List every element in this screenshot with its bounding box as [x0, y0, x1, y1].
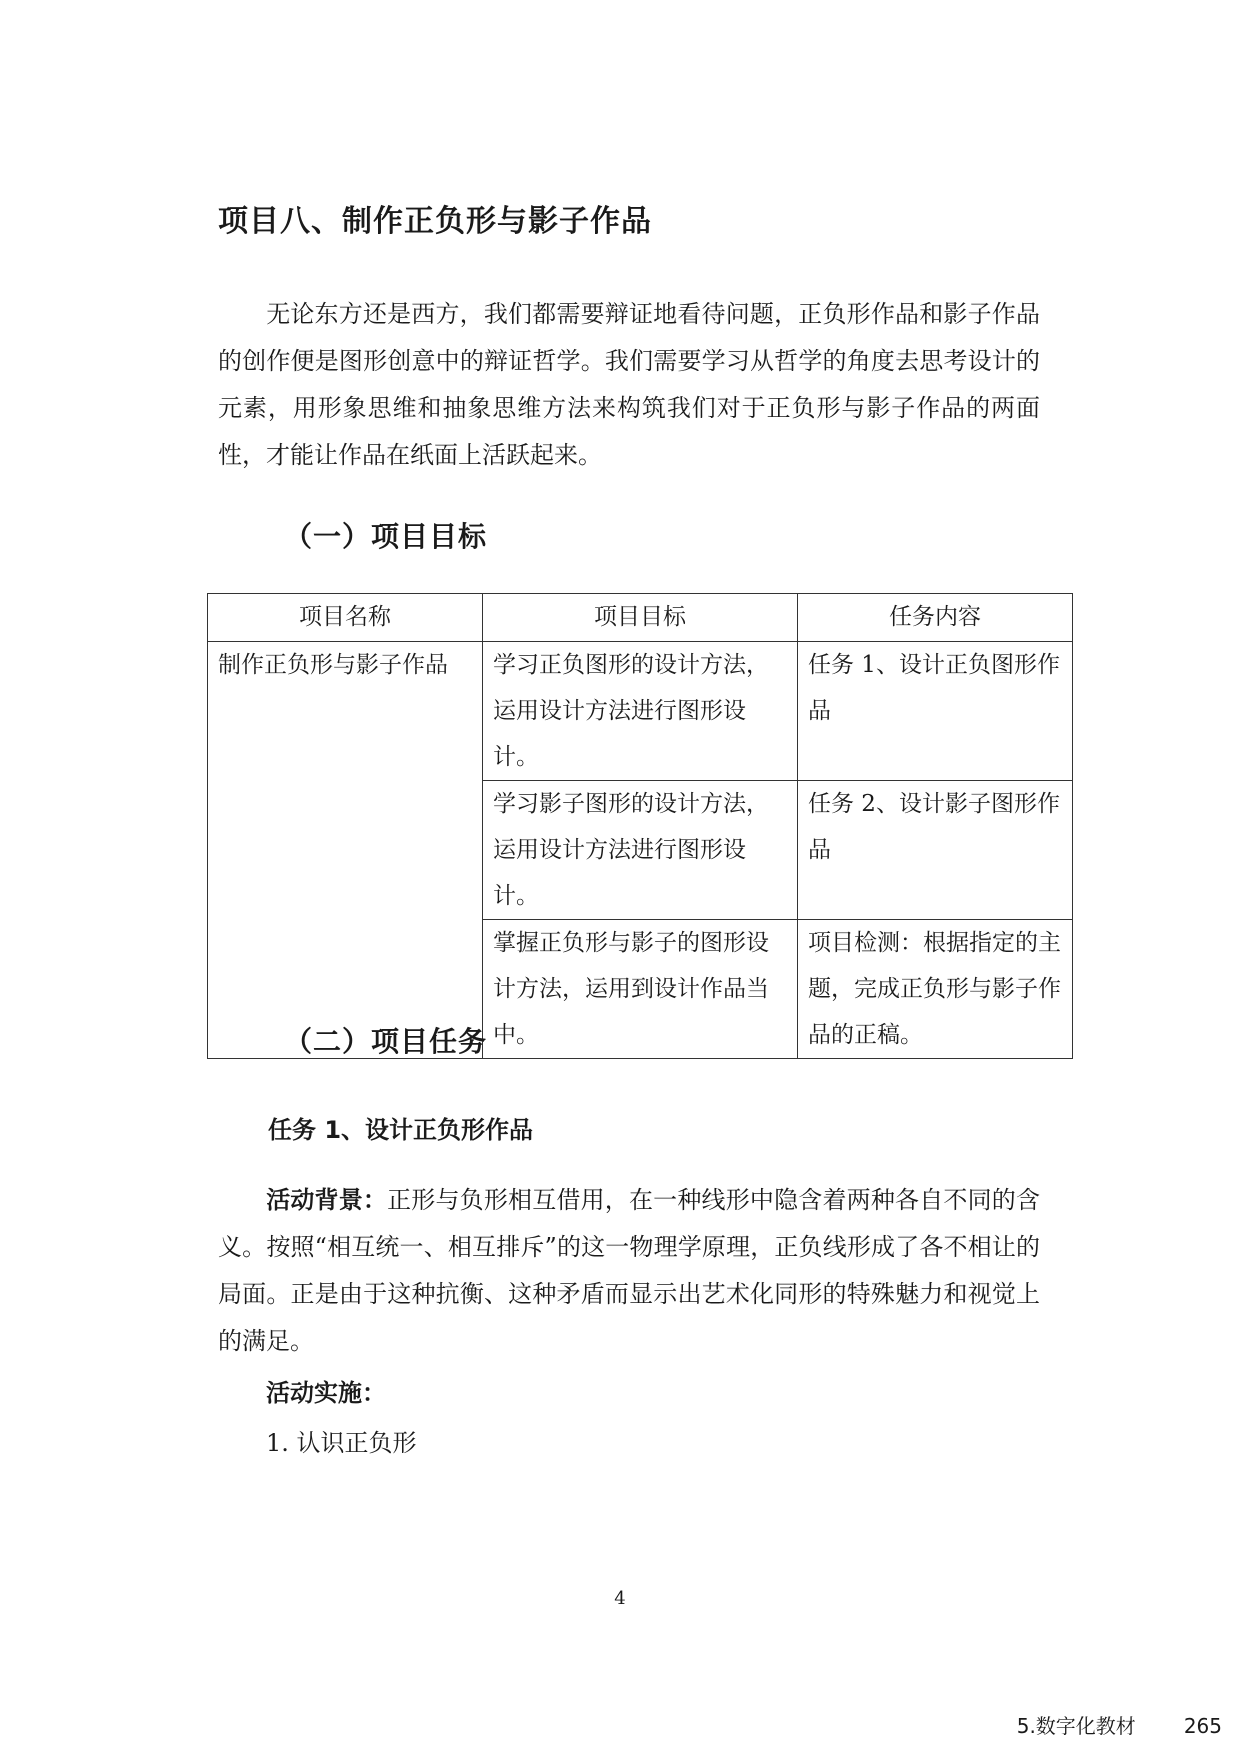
- section-title-goals: （一）项目目标: [284, 520, 488, 553]
- step-1: 1. 认识正负形: [266, 1429, 417, 1457]
- cell-project-name: 制作正负形与影子作品: [208, 642, 483, 1059]
- page-footer: [1017, 1710, 1240, 1739]
- cell-task: 项目检测：根据指定的主题，完成正负形与影子作品的正稿。: [798, 920, 1073, 1059]
- table-header-row: [208, 594, 1073, 642]
- background-paragraph: [218, 1177, 1040, 1365]
- intro-text: 无论东方还是西方，我们都需要辩证地看待问题，正负形作品和影子作品的创作便是图形创意中的辩证哲学。我们需要学习从哲学的角度去思考设计的元素，用形象思维和抽象思维方法来构筑我们对于正负形与影子作品的两面性，才能让作品在纸面上活跃起来。: [218, 300, 1040, 469]
- cell-goal: 学习正负图形的设计方法，运用设计方法进行图形设计。: [483, 642, 798, 781]
- footer-page-number: 265: [1183, 1714, 1222, 1738]
- cell-task: 任务 2、设计影子图形作品: [798, 781, 1073, 920]
- implementation-label: 活动实施：: [266, 1379, 386, 1407]
- page-number: 4: [614, 1588, 626, 1609]
- header-project-name: 项目名称: [208, 594, 483, 642]
- footer-title: 5.数字化教材: [1016, 1714, 1136, 1738]
- page-title: 项目八、制作正负形与影子作品: [218, 204, 652, 239]
- goals-table: [207, 593, 1073, 1059]
- table-row: [208, 642, 1073, 781]
- header-task-content: 任务内容: [798, 594, 1073, 642]
- cell-task: 任务 1、设计正负图形作品: [798, 642, 1073, 781]
- cell-goal: 学习影子图形的设计方法，运用设计方法进行图形设计。: [483, 781, 798, 920]
- cell-goal: 掌握正负形与影子的图形设计方法，运用到设计作品当中。: [483, 920, 798, 1059]
- intro-paragraph: [218, 291, 1040, 479]
- background-text: 正形与负形相互借用，在一种线形中隐含着两种各自不同的含义。按照“相互统一、相互排斥”的这一物理学原理，正负线形成了各不相让的局面。正是由于这种抗衡、这种矛盾而显示出艺术化同形的特殊魅力和视觉上的满足。: [218, 1186, 1040, 1355]
- background-label: 活动背景：: [266, 1186, 388, 1214]
- section-title-tasks: （二）项目任务: [284, 1025, 488, 1058]
- task1-title: 任务 1、设计正负形作品: [268, 1116, 534, 1144]
- header-project-goal: 项目目标: [483, 594, 798, 642]
